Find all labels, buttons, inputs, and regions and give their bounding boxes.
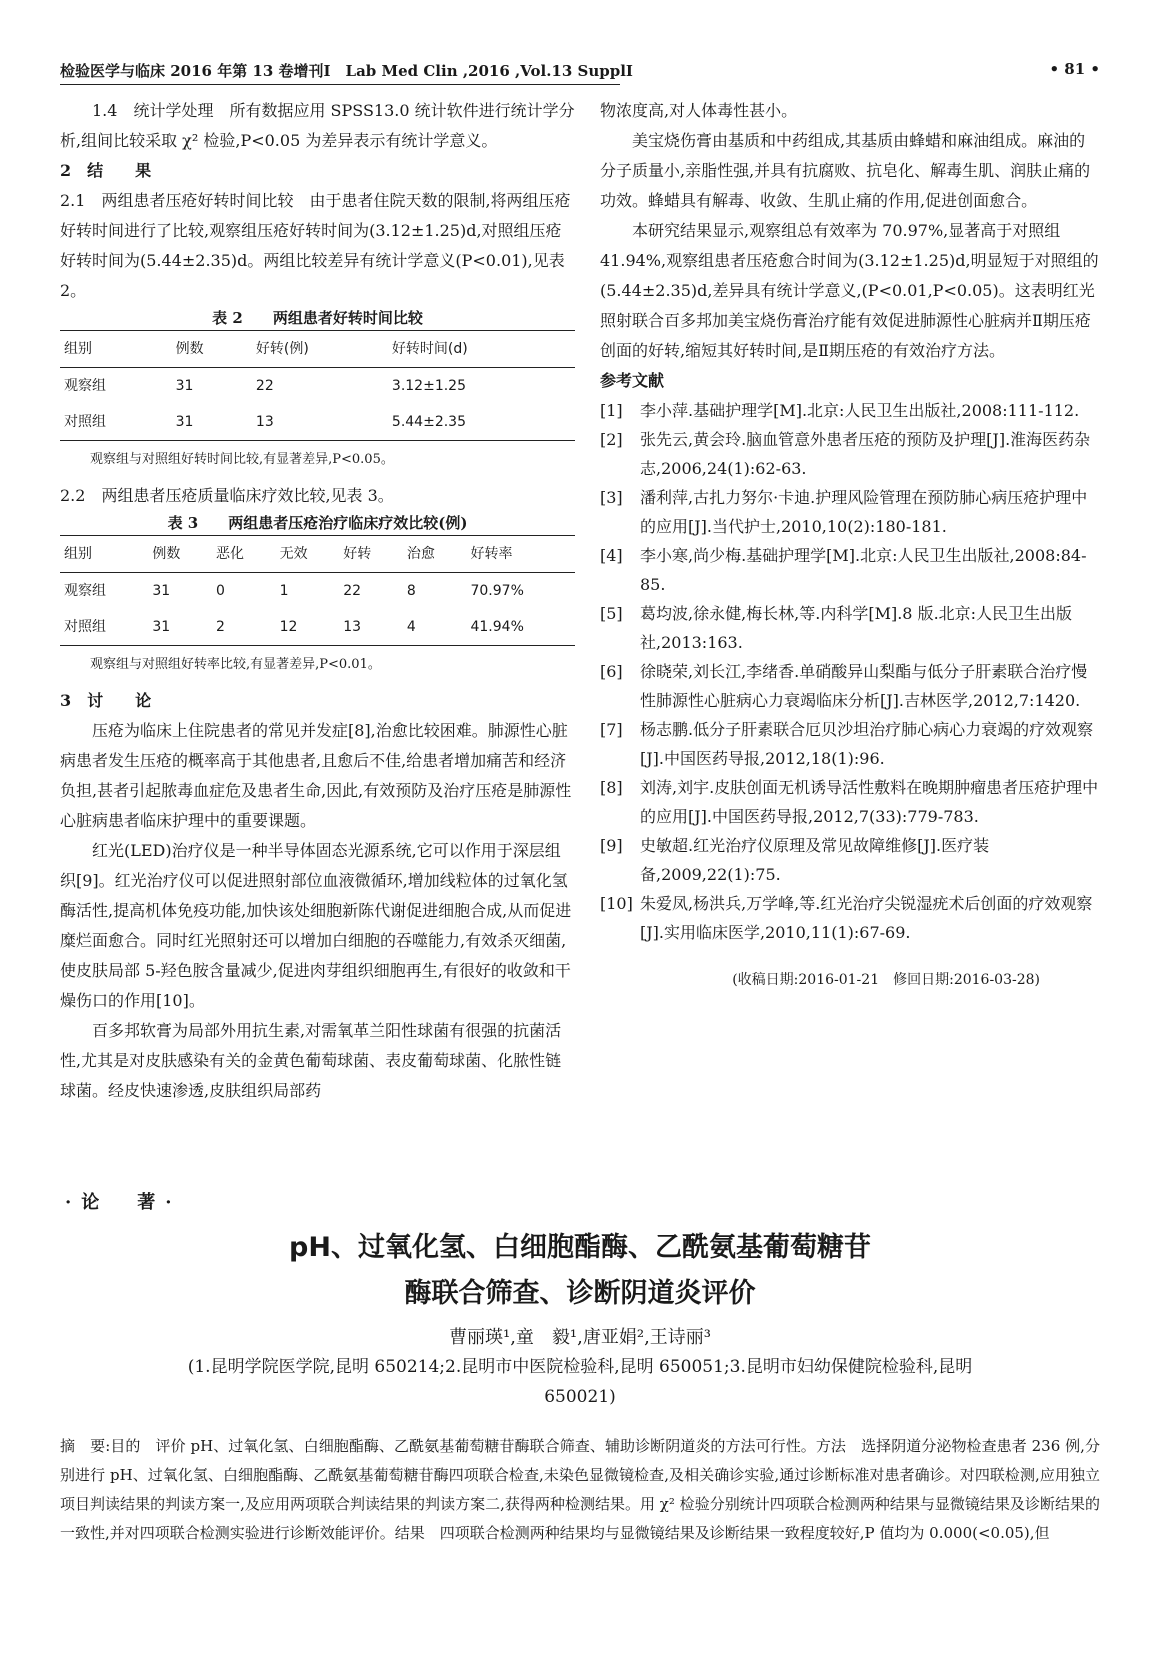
table-cell: 12: [276, 609, 340, 646]
results-2-1-paragraph: 2.1 两组患者压疮好转时间比较 由于患者住院天数的限制,将两组压疮好转时间进行了比较,观察组压疮好转时间为(3.12±1.25)d,对照组压疮好转时间为(5.44±2.35)d。两组比较差异有统计学意义(P<0.01),见表 2。: [60, 191, 571, 300]
table-cell: 8: [406, 583, 416, 599]
title-line: 酶联合筛查、诊断阴道炎评价: [404, 1278, 756, 1309]
article-title: [60, 1225, 1100, 1317]
references-heading: 参考文献: [600, 371, 665, 390]
reference-list: [600, 396, 1100, 947]
table-cell: 5.44±2.35: [388, 404, 575, 441]
discussion-paragraph-1: 压疮为临床上住院患者的常见并发症[8],治愈比较困难。肺源性心脏病患者发生压疮的概率高于其他患者,且愈后不佳,给患者增加痛苦和经济负担,甚者引起脓毒血症危及患者生命,因此,有效预防及治疗压疮是肺源性心脏病患者临床护理中的重要课题。: [60, 721, 572, 830]
table-cell: 31: [152, 583, 171, 599]
reference-text: 潘利萍,古扎力努尔·卡迪.护理风险管理在预防肺心病压疮护理中的应用[J].当代护士,2010,10(2):180-181.: [640, 488, 1088, 536]
table-cell: 2: [212, 609, 276, 646]
affiliations: (1.昆明学院医学院,昆明 650214;2.昆明市中医院检验科,昆明 650051;3.昆明市妇幼保健院检验科,昆明 650021): [187, 1357, 973, 1407]
table3-note: 观察组与对照组好转率比较,有显著差异,P<0.01。: [90, 657, 381, 672]
reference-text: 李小萍.基础护理学[M].北京:人民卫生出版社,2008:111-112.: [640, 401, 1080, 420]
discussion-paragraph-3: 百多邦软膏为局部外用抗生素,对需氧革兰阳性球菌有很强的抗菌活性,尤其是对皮肤感染有关的金黄色葡萄球菌、表皮葡萄球菌、化脓性链球菌。经皮快速渗透,皮肤组织局部药: [60, 1021, 562, 1100]
table-cell: 31: [148, 609, 212, 646]
section-results-heading: 2 结 果: [60, 161, 152, 180]
table3-header-row: [60, 536, 575, 573]
reference-number: [4]: [600, 546, 623, 565]
author-list: 曹丽瑛¹,童 毅¹,唐亚娟²,王诗丽³: [448, 1327, 712, 1348]
reference-item: [600, 889, 1100, 947]
reference-text: 杨志鹏.低分子肝素联合厄贝沙坦治疗肺心病心力衰竭的疗效观察[J].中国医药导报,2012,18(1):96.: [640, 720, 1094, 768]
table2-header-row: [60, 331, 575, 368]
table3-header: 恶化: [212, 536, 276, 573]
reference-item: [600, 657, 1100, 715]
page-number: • 81 •: [1049, 60, 1100, 78]
table-row: [60, 609, 575, 646]
reference-text: 刘涛,刘宇.皮肤创面无机诱导活性敷料在晚期肿瘤患者压疮护理中的应用[J].中国医药导报,2012,7(33):779-783.: [640, 778, 1099, 826]
reference-item: [600, 425, 1100, 483]
reference-number: [3]: [600, 488, 623, 507]
table-cell: 观察组: [64, 378, 106, 394]
table2-note: 观察组与对照组好转时间比较,有显著差异,P<0.05。: [90, 452, 394, 467]
reference-number: [1]: [600, 401, 623, 420]
article-type-banner: ·论 著·: [65, 1192, 182, 1213]
table-cell: 对照组: [60, 609, 148, 646]
right-column: [600, 96, 1100, 995]
discussion-paragraph-5: 本研究结果显示,观察组总有效率为 70.97%,显著高于对照组 41.94%,观察组患者压疮愈合时间为(3.12±1.25)d,明显短于对照组的(5.44±2.35)d,差异具有统计学意义,(P<0.01,P<0.05)。这表明红光照射联合百多邦加美宝烧伤膏治疗能有效促进肺源性心脏病并Ⅱ期压疮创面的好转,缩短其好转时间,是Ⅱ期压疮的有效治疗方法。: [600, 221, 1099, 360]
reference-number: [8]: [600, 778, 623, 797]
table2-caption: 表 2 两组患者好转时间比较: [212, 309, 423, 327]
reference-number: [7]: [600, 720, 623, 739]
reference-number: [5]: [600, 604, 623, 623]
received-dates: (收稿日期:2016-01-21 修回日期:2016-03-28): [732, 972, 1040, 988]
table3-header: 好转: [339, 536, 403, 573]
table-cell: 1: [279, 583, 289, 599]
reference-text: 葛均波,徐永健,梅长林,等.内科学[M].8 版.北京:人民卫生出版社,2013:163.: [640, 604, 1073, 652]
reference-number: [2]: [600, 430, 623, 449]
reference-text: 张先云,黄会玲.脑血管意外患者压疮的预防及护理[J].淮海医药杂志,2006,24(1):62-63.: [640, 430, 1091, 478]
header-rule: [60, 84, 620, 85]
table3-header: 治愈: [403, 536, 467, 573]
table-row: [60, 573, 575, 610]
table-cell: 0: [215, 583, 225, 599]
stats-paragraph: 1.4 统计学处理 所有数据应用 SPSS13.0 统计软件进行统计学分析,组间比较采取 χ² 检验,P<0.05 为差异表示有统计学意义。: [60, 101, 575, 150]
reference-number: [10]: [600, 894, 633, 913]
table-cell: 70.97%: [470, 583, 524, 599]
reference-item: [600, 541, 1100, 599]
reference-item: [600, 396, 1100, 425]
discussion-continued: 物浓度高,对人体毒性甚小。: [600, 101, 798, 120]
reference-item: [600, 483, 1100, 541]
table2-header: 好转时间(d): [388, 331, 575, 368]
table-cell: 3.12±1.25: [391, 378, 466, 394]
table-cell: 观察组: [64, 583, 106, 599]
abstract: 摘 要:目的 评价 pH、过氧化氢、白细胞酯酶、乙酰氨基葡萄糖苷酶联合筛查、辅助诊断阴道炎的方法可行性。方法 选择阴道分泌物检查患者 236 例,分别进行 pH、过氧化氢、白细胞酯酶、乙酰氨基葡萄糖苷酶四项联合检查,未染色显微镜检查,及相关确诊实验,通过诊断标准对患者确诊。对四联检测,应用独立项目判读结果的判读方案一,及应用两项联合判读结果的判读方案二,获得两种检测结果。用 χ² 检验分别统计四项联合检测两种结果与显微镜结果及诊断结果的一致性,并对四项联合检测实验进行诊断效能评价。结果 四项联合检测两种结果均与显微镜结果及诊断结果一致程度较好,P 值均为 0.000(<0.05),但: [60, 1437, 1100, 1542]
reference-number: [6]: [600, 662, 623, 681]
table3-header: 好转率: [466, 536, 575, 573]
journal-header: 检验医学与临床 2016 年第 13 卷增刊Ⅰ Lab Med Clin ,2016 ,Vol.13 SupplⅠ: [60, 62, 633, 80]
table3-header: 无效: [276, 536, 340, 573]
reference-text: 徐晓荣,刘长江,李绪香.单硝酸异山梨酯与低分子肝素联合治疗慢性肺源性心脏病心力衰竭临床分析[J].吉林医学,2012,7:1420.: [640, 662, 1088, 710]
table-cell: 13: [339, 609, 403, 646]
discussion-paragraph-2: 红光(LED)治疗仪是一种半导体固态光源系统,它可以作用于深层组织[9]。红光治疗仪可以促进照射部位血液微循环,增加线粒体的过氧化氢酶活性,提高机体免疫功能,加快该处细胞新陈代谢促进细胞合成,从而促进糜烂面愈合。同时红光照射还可以增加白细胞的吞噬能力,有效杀灭细菌,使皮肤局部 5-羟色胺含量减少,促进肉芽组织细胞再生,有很好的收敛和干燥伤口的作用[10]。: [60, 841, 572, 1010]
table2-header: 例数: [172, 331, 252, 368]
table-cell: 41.94%: [466, 609, 575, 646]
table3: [60, 535, 575, 646]
title-line: pH、过氧化氢、白细胞酯酶、乙酰氨基葡萄糖苷: [289, 1232, 871, 1263]
table-cell: 31: [172, 404, 252, 441]
reference-number: [9]: [600, 836, 623, 855]
left-column: [60, 96, 575, 1106]
reference-item: [600, 831, 1100, 889]
reference-item: [600, 715, 1100, 773]
results-2-2-paragraph: 2.2 两组患者压疮质量临床疗效比较,见表 3。: [60, 486, 394, 505]
table-cell: 31: [175, 378, 194, 394]
table-cell: 对照组: [60, 404, 172, 441]
reference-item: [600, 773, 1100, 831]
reference-text: 朱爱凤,杨洪兵,万学峰,等.红光治疗尖锐湿疣术后创面的疗效观察[J].实用临床医学,2010,11(1):67-69.: [640, 894, 1093, 942]
table-cell: 22: [343, 583, 362, 599]
reference-text: 史敏超.红光治疗仪原理及常见故障维修[J].医疗装备,2009,22(1):75.: [640, 836, 990, 884]
table-cell: 13: [252, 404, 388, 441]
table-row: [60, 368, 575, 405]
table3-header: 组别: [60, 536, 148, 573]
table-row: [60, 404, 575, 441]
table-cell: 4: [403, 609, 467, 646]
reference-text: 李小寒,尚少梅.基础护理学[M].北京:人民卫生出版社,2008:84-85.: [640, 546, 1087, 594]
table3-header: 例数: [148, 536, 212, 573]
reference-item: [600, 599, 1100, 657]
table2-header: 好转(例): [252, 331, 388, 368]
table2: [60, 330, 575, 441]
table-cell: 22: [255, 378, 274, 394]
table3-caption: 表 3 两组患者压疮治疗临床疗效比较(例): [167, 514, 468, 532]
table2-header: 组别: [60, 331, 172, 368]
discussion-paragraph-4: 美宝烧伤膏由基质和中药组成,其基质由蜂蜡和麻油组成。麻油的分子质量小,亲脂性强,并具有抗腐败、抗皂化、解毒生肌、润肤止痛的功效。蜂蜡具有解毒、收敛、生肌止痛的作用,促进创面愈合。: [600, 131, 1091, 210]
section-discussion-heading: 3 讨 论: [60, 691, 152, 710]
